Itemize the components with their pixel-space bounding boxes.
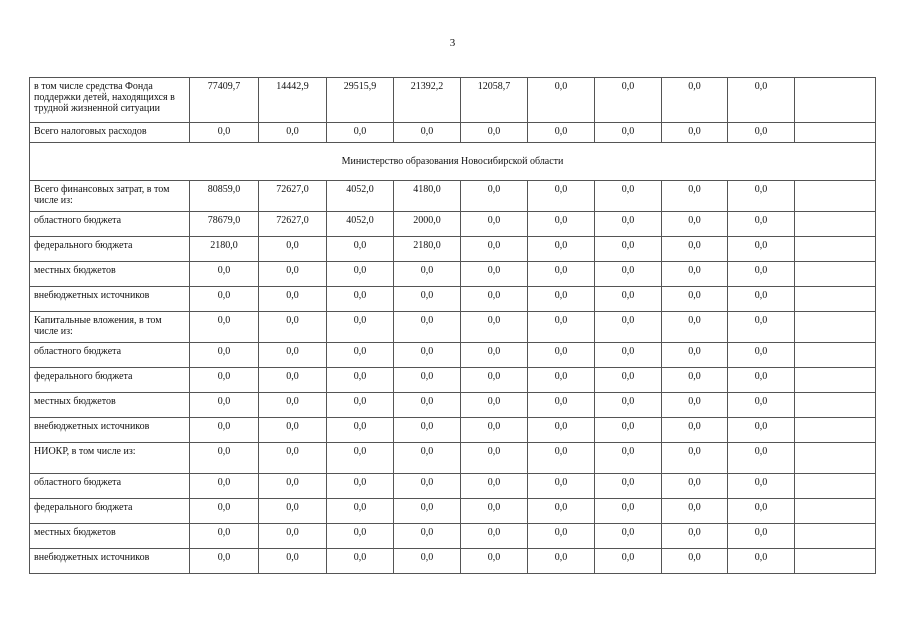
row-label: местных бюджетов [30, 524, 190, 549]
row-label: федерального бюджета [30, 499, 190, 524]
value-cell: 0,0 [327, 368, 394, 393]
value-cell: 0,0 [528, 393, 595, 418]
value-cell: 0,0 [394, 262, 461, 287]
value-cell: 0,0 [327, 499, 394, 524]
value-cell: 0,0 [662, 368, 728, 393]
value-cell: 0,0 [394, 524, 461, 549]
table-row [30, 123, 876, 143]
value-cell: 0,0 [327, 123, 394, 143]
value-cell: 0,0 [394, 123, 461, 143]
value-cell: 0,0 [461, 343, 528, 368]
value-cell: 0,0 [662, 123, 728, 143]
value-cell: 0,0 [461, 474, 528, 499]
value-cell: 0,0 [259, 499, 327, 524]
value-cell: 0,0 [662, 262, 728, 287]
value-cell: 0,0 [595, 287, 662, 312]
value-cell: 0,0 [728, 123, 795, 143]
value-cell: 0,0 [259, 368, 327, 393]
value-cell: 0,0 [394, 418, 461, 443]
value-cell: 0,0 [528, 287, 595, 312]
extra-cell [795, 212, 876, 237]
row-label: местных бюджетов [30, 262, 190, 287]
row-label: Всего финансовых затрат, в том числе из: [30, 181, 190, 212]
page-number: 3 [449, 37, 456, 49]
value-cell: 0,0 [662, 474, 728, 499]
value-cell: 0,0 [190, 524, 259, 549]
value-cell: 0,0 [394, 343, 461, 368]
value-cell: 0,0 [728, 368, 795, 393]
table-row [30, 287, 876, 312]
value-cell: 0,0 [595, 237, 662, 262]
value-cell: 0,0 [595, 474, 662, 499]
value-cell: 0,0 [259, 312, 327, 343]
extra-cell [795, 123, 876, 143]
row-label: федерального бюджета [30, 237, 190, 262]
table-row [30, 499, 876, 524]
value-cell: 0,0 [528, 312, 595, 343]
value-cell: 0,0 [662, 524, 728, 549]
value-cell: 0,0 [394, 393, 461, 418]
extra-cell [795, 287, 876, 312]
value-cell: 0,0 [259, 343, 327, 368]
value-cell: 12058,7 [461, 78, 528, 123]
table-row [30, 312, 876, 343]
row-label: областного бюджета [30, 474, 190, 499]
value-cell: 0,0 [461, 312, 528, 343]
value-cell: 0,0 [595, 78, 662, 123]
row-label: Всего налоговых расходов [30, 123, 190, 143]
value-cell: 0,0 [394, 287, 461, 312]
value-cell: 0,0 [662, 418, 728, 443]
value-cell: 4180,0 [394, 181, 461, 212]
value-cell: 0,0 [595, 123, 662, 143]
value-cell: 0,0 [461, 393, 528, 418]
value-cell: 0,0 [595, 524, 662, 549]
table-row [30, 262, 876, 287]
value-cell: 0,0 [662, 443, 728, 474]
value-cell: 0,0 [595, 418, 662, 443]
value-cell: 0,0 [662, 343, 728, 368]
extra-cell [795, 418, 876, 443]
value-cell: 0,0 [259, 443, 327, 474]
extra-cell [795, 524, 876, 549]
value-cell: 0,0 [327, 474, 394, 499]
value-cell: 0,0 [190, 287, 259, 312]
value-cell: 0,0 [394, 368, 461, 393]
extra-cell [795, 78, 876, 123]
value-cell: 0,0 [190, 343, 259, 368]
value-cell: 0,0 [259, 262, 327, 287]
value-cell: 0,0 [259, 237, 327, 262]
value-cell: 0,0 [528, 368, 595, 393]
value-cell: 0,0 [461, 549, 528, 574]
value-cell: 0,0 [327, 237, 394, 262]
value-cell: 0,0 [461, 212, 528, 237]
value-cell: 0,0 [728, 524, 795, 549]
value-cell: 0,0 [595, 499, 662, 524]
extra-cell [795, 499, 876, 524]
value-cell: 0,0 [595, 393, 662, 418]
extra-cell [795, 237, 876, 262]
value-cell: 0,0 [528, 499, 595, 524]
value-cell: 0,0 [259, 393, 327, 418]
value-cell: 0,0 [190, 418, 259, 443]
section-row [30, 143, 876, 181]
value-cell: 0,0 [728, 312, 795, 343]
value-cell: 0,0 [728, 212, 795, 237]
value-cell: 0,0 [327, 312, 394, 343]
value-cell: 0,0 [528, 262, 595, 287]
value-cell: 0,0 [394, 443, 461, 474]
value-cell: 0,0 [728, 78, 795, 123]
value-cell: 29515,9 [327, 78, 394, 123]
table-row [30, 549, 876, 574]
table-row [30, 237, 876, 262]
row-label: Капитальные вложения, в том числе из: [30, 312, 190, 343]
value-cell: 0,0 [461, 443, 528, 474]
value-cell: 0,0 [461, 123, 528, 143]
value-cell: 0,0 [528, 212, 595, 237]
value-cell: 0,0 [461, 181, 528, 212]
row-label: внебюджетных источников [30, 287, 190, 312]
value-cell: 0,0 [728, 287, 795, 312]
value-cell: 0,0 [662, 549, 728, 574]
value-cell: 2180,0 [190, 237, 259, 262]
extra-cell [795, 181, 876, 212]
value-cell: 0,0 [327, 443, 394, 474]
value-cell: 0,0 [190, 443, 259, 474]
value-cell: 78679,0 [190, 212, 259, 237]
value-cell: 0,0 [394, 549, 461, 574]
value-cell: 0,0 [528, 474, 595, 499]
value-cell: 0,0 [595, 312, 662, 343]
value-cell: 0,0 [662, 499, 728, 524]
value-cell: 0,0 [728, 418, 795, 443]
value-cell: 0,0 [461, 418, 528, 443]
row-label: в том числе средства Фонда поддержки детей, находящихся в трудной жизненной ситуации [30, 78, 190, 123]
table-row [30, 524, 876, 549]
row-label: областного бюджета [30, 212, 190, 237]
row-label: внебюджетных источников [30, 418, 190, 443]
table-row [30, 418, 876, 443]
table-row [30, 393, 876, 418]
value-cell: 0,0 [528, 343, 595, 368]
value-cell: 0,0 [461, 524, 528, 549]
row-label: местных бюджетов [30, 393, 190, 418]
value-cell: 4052,0 [327, 212, 394, 237]
value-cell: 0,0 [595, 549, 662, 574]
extra-cell [795, 443, 876, 474]
value-cell: 0,0 [662, 212, 728, 237]
value-cell: 0,0 [259, 474, 327, 499]
value-cell: 0,0 [595, 343, 662, 368]
value-cell: 0,0 [461, 237, 528, 262]
value-cell: 0,0 [327, 262, 394, 287]
value-cell: 0,0 [528, 78, 595, 123]
value-cell: 0,0 [394, 474, 461, 499]
row-label: федерального бюджета [30, 368, 190, 393]
value-cell: 0,0 [259, 524, 327, 549]
row-label: НИОКР, в том числе из: [30, 443, 190, 474]
table-body [30, 78, 876, 574]
value-cell: 0,0 [595, 443, 662, 474]
section-title: Министерство образования Новосибирской области [30, 143, 876, 181]
value-cell: 2000,0 [394, 212, 461, 237]
value-cell: 0,0 [461, 262, 528, 287]
value-cell: 0,0 [728, 237, 795, 262]
extra-cell [795, 368, 876, 393]
value-cell: 0,0 [728, 549, 795, 574]
extra-cell [795, 312, 876, 343]
value-cell: 0,0 [595, 181, 662, 212]
value-cell: 0,0 [728, 343, 795, 368]
value-cell: 0,0 [528, 237, 595, 262]
value-cell: 0,0 [190, 262, 259, 287]
value-cell: 0,0 [190, 474, 259, 499]
value-cell: 0,0 [190, 499, 259, 524]
value-cell: 0,0 [528, 181, 595, 212]
value-cell: 0,0 [662, 78, 728, 123]
value-cell: 14442,9 [259, 78, 327, 123]
value-cell: 0,0 [259, 287, 327, 312]
value-cell: 0,0 [728, 262, 795, 287]
value-cell: 0,0 [190, 312, 259, 343]
value-cell: 0,0 [595, 212, 662, 237]
value-cell: 0,0 [528, 418, 595, 443]
value-cell: 0,0 [662, 312, 728, 343]
value-cell: 0,0 [259, 418, 327, 443]
extra-cell [795, 474, 876, 499]
value-cell: 0,0 [259, 123, 327, 143]
value-cell: 0,0 [327, 524, 394, 549]
value-cell: 0,0 [728, 393, 795, 418]
table-row [30, 443, 876, 474]
value-cell: 0,0 [394, 312, 461, 343]
value-cell: 72627,0 [259, 212, 327, 237]
value-cell: 0,0 [728, 443, 795, 474]
table-row [30, 181, 876, 212]
value-cell: 4052,0 [327, 181, 394, 212]
budget-table [29, 77, 876, 574]
extra-cell [795, 549, 876, 574]
value-cell: 77409,7 [190, 78, 259, 123]
value-cell: 0,0 [259, 549, 327, 574]
table-row [30, 474, 876, 499]
value-cell: 0,0 [327, 549, 394, 574]
value-cell: 80859,0 [190, 181, 259, 212]
row-label: областного бюджета [30, 343, 190, 368]
value-cell: 0,0 [190, 549, 259, 574]
value-cell: 0,0 [662, 181, 728, 212]
value-cell: 72627,0 [259, 181, 327, 212]
value-cell: 0,0 [728, 181, 795, 212]
value-cell: 0,0 [662, 237, 728, 262]
extra-cell [795, 343, 876, 368]
value-cell: 0,0 [461, 287, 528, 312]
value-cell: 0,0 [528, 123, 595, 143]
table-row [30, 78, 876, 123]
value-cell: 0,0 [595, 262, 662, 287]
value-cell: 0,0 [728, 499, 795, 524]
extra-cell [795, 262, 876, 287]
value-cell: 0,0 [190, 368, 259, 393]
value-cell: 0,0 [327, 287, 394, 312]
table-row [30, 343, 876, 368]
value-cell: 0,0 [662, 287, 728, 312]
table-row [30, 368, 876, 393]
value-cell: 0,0 [327, 343, 394, 368]
value-cell: 0,0 [528, 549, 595, 574]
value-cell: 0,0 [190, 123, 259, 143]
value-cell: 0,0 [190, 393, 259, 418]
value-cell: 21392,2 [394, 78, 461, 123]
value-cell: 0,0 [461, 368, 528, 393]
value-cell: 0,0 [595, 368, 662, 393]
value-cell: 2180,0 [394, 237, 461, 262]
value-cell: 0,0 [528, 443, 595, 474]
value-cell: 0,0 [728, 474, 795, 499]
value-cell: 0,0 [394, 499, 461, 524]
value-cell: 0,0 [662, 393, 728, 418]
value-cell: 0,0 [461, 499, 528, 524]
value-cell: 0,0 [528, 524, 595, 549]
extra-cell [795, 393, 876, 418]
row-label: внебюджетных источников [30, 549, 190, 574]
table-row [30, 212, 876, 237]
value-cell: 0,0 [327, 393, 394, 418]
value-cell: 0,0 [327, 418, 394, 443]
